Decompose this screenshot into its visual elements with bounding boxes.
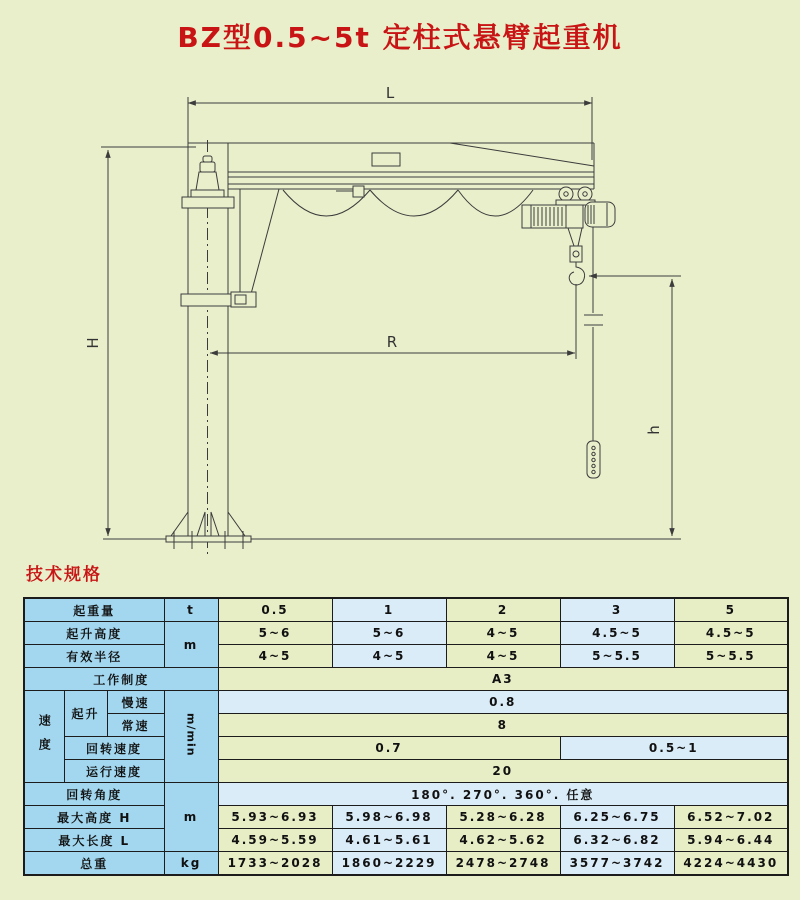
spec-cell-text: m/min [184, 713, 198, 757]
spec-cell-text: 5.93~6.93 [231, 810, 319, 824]
spec-cell-text: 8 [497, 718, 508, 732]
spec-table-cell [64, 691, 107, 737]
spec-table-cell [332, 598, 446, 622]
spec-table-cell [332, 645, 446, 668]
spec-cell-text: 5 [725, 603, 736, 617]
spec-table-cell [164, 852, 218, 876]
spec-cell-text: m [183, 810, 199, 824]
spec-table [23, 597, 789, 876]
spec-cell-text: 5.98~6.98 [345, 810, 433, 824]
spec-table-cell [218, 622, 332, 645]
spec-cell-text: 4.62~5.62 [459, 833, 547, 847]
spec-cell-text: 6.32~6.82 [573, 833, 661, 847]
spec-table-cell [446, 622, 560, 645]
spec-cell-text: 4~5 [486, 626, 520, 640]
spec-table-cell [24, 691, 64, 783]
spec-cell-text: 5~6 [372, 626, 406, 640]
spec-cell-text: 1733~2028 [227, 856, 323, 870]
spec-cell-text: 工作制度 [93, 672, 150, 687]
spec-table-cell [164, 622, 218, 668]
spec-table-cell [560, 829, 674, 852]
spec-cell-text: 运行速度 [86, 764, 143, 779]
spec-cell-text: 速度 [37, 714, 52, 762]
spec-table-cell [24, 622, 164, 645]
spec-table-cell [218, 691, 788, 714]
spec-table-cell [674, 806, 788, 829]
spec-cell-text: 1 [383, 603, 395, 617]
spec-cell-text: 起重量 [73, 603, 116, 618]
spec-table-cell [560, 737, 788, 760]
spec-cell-text: 慢速 [121, 695, 150, 710]
spec-table-cell [218, 598, 332, 622]
spec-table-cell [446, 829, 560, 852]
spec-cell-text: 4.59~5.59 [231, 833, 319, 847]
spec-cell-text: 4~5 [372, 649, 406, 663]
spec-cell-text: 2 [497, 603, 509, 617]
spec-cell-text: 起升 [71, 707, 100, 721]
spec-table-cell [24, 829, 164, 852]
spec-table-cell [218, 737, 560, 760]
spec-cell-text: 0.5~1 [648, 741, 699, 755]
spec-table-cell [446, 598, 560, 622]
spec-cell-text: 有效半径 [66, 649, 123, 664]
spec-table-cell [24, 806, 164, 829]
spec-table-body [24, 598, 788, 875]
spec-table-cell [218, 852, 332, 876]
spec-table-cell [446, 852, 560, 876]
spec-cell-text: 总重 [80, 856, 109, 871]
spec-cell-text: 4224~4430 [683, 856, 779, 870]
spec-cell-text: kg [180, 856, 202, 870]
spec-cell-text: 5~6 [258, 626, 292, 640]
spec-cell-text: 0.8 [489, 695, 517, 709]
spec-table-row [24, 760, 788, 783]
spec-table-cell [24, 668, 218, 691]
pendant-control [584, 227, 603, 478]
spec-cell-text: 20 [492, 764, 514, 778]
spec-table-cell [446, 806, 560, 829]
spec-cell-text: 5~5.5 [592, 649, 642, 663]
spec-table-cell [674, 852, 788, 876]
spec-cell-text: 回转速度 [86, 741, 143, 756]
spec-cell-text: 3 [611, 603, 623, 617]
spec-cell-text: 6.52~7.02 [687, 810, 775, 824]
hook [568, 228, 585, 285]
spec-table-cell [446, 645, 560, 668]
spec-cell-text: 0.7 [375, 741, 403, 755]
spec-table-row [24, 622, 788, 645]
column-collar-top [182, 197, 234, 208]
jib-beam [188, 143, 594, 189]
spec-cell-text: m [183, 637, 199, 652]
spec-table-cell [24, 852, 164, 876]
spec-cell-text: 4~5 [486, 649, 520, 663]
spec-table-cell [560, 622, 674, 645]
spec-table-cell [218, 760, 788, 783]
dim-label-height: H [84, 337, 102, 349]
spec-cell-text: 4~5 [258, 649, 292, 663]
spec-table-cell [332, 622, 446, 645]
crane-technical-drawing [0, 85, 800, 565]
spec-table-cell [674, 645, 788, 668]
spec-table-cell [674, 598, 788, 622]
spec-table-cell [332, 829, 446, 852]
spec-table-cell [164, 783, 218, 852]
spec-cell-text: 5.28~6.28 [459, 810, 547, 824]
spec-cell-text: 0.5 [261, 603, 289, 617]
spec-table-row [24, 806, 788, 829]
spec-table-cell [218, 783, 788, 806]
spec-table-cell [24, 783, 164, 806]
spec-table-cell [164, 598, 218, 622]
spec-cell-text: 5~5.5 [705, 649, 756, 663]
spec-cell-text: 最大长度 L [58, 833, 131, 848]
spec-table-row [24, 714, 788, 737]
spec-cell-text: 起升高度 [66, 626, 123, 641]
spec-table-cell [24, 598, 164, 622]
spec-table-cell [218, 645, 332, 668]
spec-table-row [24, 783, 788, 806]
spec-table-cell [64, 737, 164, 760]
spec-table-cell [674, 829, 788, 852]
crane-drawing-svg [0, 85, 800, 565]
spec-cell-text: 2478~2748 [455, 856, 551, 870]
spec-table-cell [164, 691, 218, 783]
spec-table-cell [107, 691, 164, 714]
spec-table-cell [218, 714, 788, 737]
spec-table-cell [332, 806, 446, 829]
spec-table-cell [218, 668, 788, 691]
spec-table-cell [560, 806, 674, 829]
spec-cell-text: t [187, 603, 195, 617]
spec-cell-text: 180°. 270°. 360°. 任意 [411, 787, 595, 802]
spec-table-cell [674, 622, 788, 645]
spec-table-cell [332, 852, 446, 876]
spec-cell-text: 5.94~6.44 [687, 833, 775, 847]
spec-table-cell [560, 598, 674, 622]
spec-cell-text: 4.5~5 [705, 626, 756, 640]
dim-label-span: L [385, 85, 395, 102]
dim-label-hook-height: h [645, 425, 663, 435]
spec-table-row [24, 852, 788, 876]
festoon-cables [283, 186, 533, 216]
spec-cell-text: 1860~2229 [341, 856, 437, 870]
spec-table-row [24, 645, 788, 668]
spec-cell-text: A3 [491, 672, 514, 686]
spec-cell-text: 最大高度 H [57, 810, 132, 825]
dim-label-radius: R [386, 333, 398, 351]
spec-table-row [24, 691, 788, 714]
spec-cell-text: 4.5~5 [592, 626, 642, 640]
spec-cell-text: 3577~3742 [569, 856, 665, 870]
spec-table-cell [24, 645, 164, 668]
electric-hoist [522, 187, 615, 228]
slew-drive-motor [191, 156, 224, 197]
spec-table-cell [218, 829, 332, 852]
spec-table-cell [218, 806, 332, 829]
spec-table-cell [560, 852, 674, 876]
spec-table-cell [64, 760, 164, 783]
spec-table-row [24, 598, 788, 622]
spec-cell-text: 回转角度 [66, 787, 123, 802]
spec-table-row [24, 737, 788, 760]
spec-cell-text: 6.25~6.75 [573, 810, 661, 824]
spec-cell-text: 4.61~5.61 [345, 833, 433, 847]
spec-table-cell [560, 645, 674, 668]
spec-table-row [24, 829, 788, 852]
spec-cell-text: 常速 [121, 718, 150, 733]
spec-heading: 技术规格 [26, 565, 102, 585]
spec-table-row [24, 668, 788, 691]
spec-table-cell [107, 714, 164, 737]
page-title: BZ型0.5~5t 定柱式悬臂起重机 [177, 21, 623, 54]
